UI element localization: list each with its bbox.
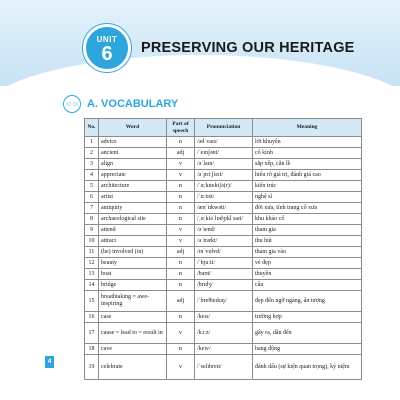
row-number: 6: [85, 192, 99, 203]
row-word: celebrate: [99, 355, 167, 380]
row-word: cave: [99, 344, 167, 355]
table-header-row: [85, 119, 362, 137]
row-word: breathtaking = awe-inspiring: [99, 291, 167, 312]
unit-title: PRESERVING OUR HERITAGE: [141, 40, 355, 56]
row-part-of-speech: n: [167, 214, 195, 225]
row-meaning: tham gia vào: [253, 247, 362, 258]
row-word: boat: [99, 269, 167, 280]
table-row: [85, 355, 362, 380]
row-meaning: lời khuyên: [253, 137, 362, 148]
row-word: antiquity: [99, 203, 167, 214]
column-header-part-of-speech: Part of speech: [167, 119, 195, 137]
table-row: [85, 269, 362, 280]
row-meaning: trường hợp: [253, 312, 362, 323]
row-meaning: khu khảo cổ: [253, 214, 362, 225]
row-pronunciation: /ˈɑːtɪst/: [195, 192, 253, 203]
row-pronunciation: /əˈlaɪn/: [195, 159, 253, 170]
row-number: 9: [85, 225, 99, 236]
book-reading-icon: ☺☺: [63, 95, 81, 113]
row-meaning: kiến trúc: [253, 181, 362, 192]
row-number: 7: [85, 203, 99, 214]
table-row: [85, 312, 362, 323]
row-word: appreciate: [99, 170, 167, 181]
row-word: cause = lead to = result in: [99, 323, 167, 344]
row-pronunciation: /brɪdʒ/: [195, 280, 253, 291]
table-row: [85, 159, 362, 170]
row-word: advice: [99, 137, 167, 148]
table-row: [85, 247, 362, 258]
row-pronunciation: /bəʊt/: [195, 269, 253, 280]
row-number: 14: [85, 280, 99, 291]
table-row: [85, 291, 362, 312]
table-row: [85, 192, 362, 203]
table-row: [85, 258, 362, 269]
row-number: 4: [85, 170, 99, 181]
row-part-of-speech: adj: [167, 247, 195, 258]
row-meaning: đời xưa, tính trang cổ xưa: [253, 203, 362, 214]
row-pronunciation: /ˈbreθteɪkɪŋ/: [195, 291, 253, 312]
table-row: [85, 181, 362, 192]
row-part-of-speech: n: [167, 203, 195, 214]
unit-number: 6: [101, 43, 113, 65]
row-meaning: thuyền: [253, 269, 362, 280]
row-part-of-speech: v: [167, 159, 195, 170]
row-pronunciation: /ænˈtɪkwəti/: [195, 203, 253, 214]
row-pronunciation: /kɔːz/: [195, 323, 253, 344]
row-number: 3: [85, 159, 99, 170]
table-row: [85, 170, 362, 181]
row-number: 8: [85, 214, 99, 225]
row-pronunciation: /ədˈvaɪs/: [195, 137, 253, 148]
row-pronunciation: /ˈeɪnʃənt/: [195, 148, 253, 159]
row-number: 16: [85, 312, 99, 323]
row-part-of-speech: n: [167, 181, 195, 192]
row-pronunciation: /ˈselɪbreɪt/: [195, 355, 253, 380]
section-title: A. VOCABULARY: [87, 98, 179, 110]
unit-badge: [83, 24, 131, 72]
row-pronunciation: /ˌɑːkiəˈlɒdʒɪkl saɪt/: [195, 214, 253, 225]
row-number: 11: [85, 247, 99, 258]
row-number: 18: [85, 344, 99, 355]
row-pronunciation: /keɪs/: [195, 312, 253, 323]
row-pronunciation: /ˈbjuːti/: [195, 258, 253, 269]
row-number: 5: [85, 181, 99, 192]
row-part-of-speech: v: [167, 225, 195, 236]
row-word: attend: [99, 225, 167, 236]
row-pronunciation: /əˈtend/: [195, 225, 253, 236]
row-part-of-speech: n: [167, 312, 195, 323]
row-number: 17: [85, 323, 99, 344]
row-word: artist: [99, 192, 167, 203]
row-meaning: đẹp đến ngỡ ngàng, ấn tượng: [253, 291, 362, 312]
vocabulary-table: [84, 118, 362, 380]
column-header-meaning: Meaning: [253, 119, 362, 137]
section-heading: [63, 94, 178, 114]
row-pronunciation: /əˈpriːʃieɪt/: [195, 170, 253, 181]
table-row: [85, 148, 362, 159]
table-row: [85, 323, 362, 344]
row-part-of-speech: n: [167, 137, 195, 148]
table-row: [85, 236, 362, 247]
unit-word: UNIT: [96, 35, 118, 44]
row-pronunciation: /əˈtrækt/: [195, 236, 253, 247]
row-number: 13: [85, 269, 99, 280]
row-number: 10: [85, 236, 99, 247]
row-part-of-speech: v: [167, 355, 195, 380]
row-part-of-speech: n: [167, 344, 195, 355]
row-word: beauty: [99, 258, 167, 269]
row-meaning: hiểu rõ giá trị, đánh giá cao: [253, 170, 362, 181]
page-number: 4: [45, 356, 54, 368]
table-row: [85, 225, 362, 236]
row-meaning: đánh dấu (sự kiện quan trọng), kỷ niệm: [253, 355, 362, 380]
row-word: ancient: [99, 148, 167, 159]
row-meaning: cổ kính: [253, 148, 362, 159]
row-part-of-speech: v: [167, 323, 195, 344]
table-row: [85, 203, 362, 214]
row-number: 15: [85, 291, 99, 312]
row-part-of-speech: v: [167, 170, 195, 181]
row-meaning: gây ra, dẫn đến: [253, 323, 362, 344]
row-word: attract: [99, 236, 167, 247]
column-header-no: No.: [85, 119, 99, 137]
table-row: [85, 280, 362, 291]
row-pronunciation: /ˈɑːkɪtektʃə(r)/: [195, 181, 253, 192]
row-meaning: thu hút: [253, 236, 362, 247]
row-part-of-speech: n: [167, 192, 195, 203]
header-wave-decoration: [0, 55, 400, 86]
row-word: architecture: [99, 181, 167, 192]
table-row: [85, 344, 362, 355]
column-header-pronunciation: Pronunciation: [195, 119, 253, 137]
row-part-of-speech: n: [167, 280, 195, 291]
row-meaning: nghệ sĩ: [253, 192, 362, 203]
row-meaning: cầu: [253, 280, 362, 291]
vocabulary-table-body: [85, 137, 362, 380]
row-word: case: [99, 312, 167, 323]
row-meaning: hang động: [253, 344, 362, 355]
row-meaning: sắp xếp, căn lề: [253, 159, 362, 170]
row-word: archaeological site: [99, 214, 167, 225]
row-number: 12: [85, 258, 99, 269]
row-part-of-speech: adj: [167, 291, 195, 312]
column-header-word: Word: [99, 119, 167, 137]
table-row: [85, 214, 362, 225]
row-pronunciation: /keɪv/: [195, 344, 253, 355]
row-number: 19: [85, 355, 99, 380]
row-number: 1: [85, 137, 99, 148]
row-word: bridge: [99, 280, 167, 291]
row-part-of-speech: adj: [167, 148, 195, 159]
row-word: align: [99, 159, 167, 170]
row-meaning: vẻ đẹp: [253, 258, 362, 269]
table-row: [85, 137, 362, 148]
row-part-of-speech: n: [167, 258, 195, 269]
row-word: (be) involved (in): [99, 247, 167, 258]
row-part-of-speech: v: [167, 236, 195, 247]
row-number: 2: [85, 148, 99, 159]
row-meaning: tham gia: [253, 225, 362, 236]
row-pronunciation: /ɪnˈvɒlvd/: [195, 247, 253, 258]
row-part-of-speech: n: [167, 269, 195, 280]
